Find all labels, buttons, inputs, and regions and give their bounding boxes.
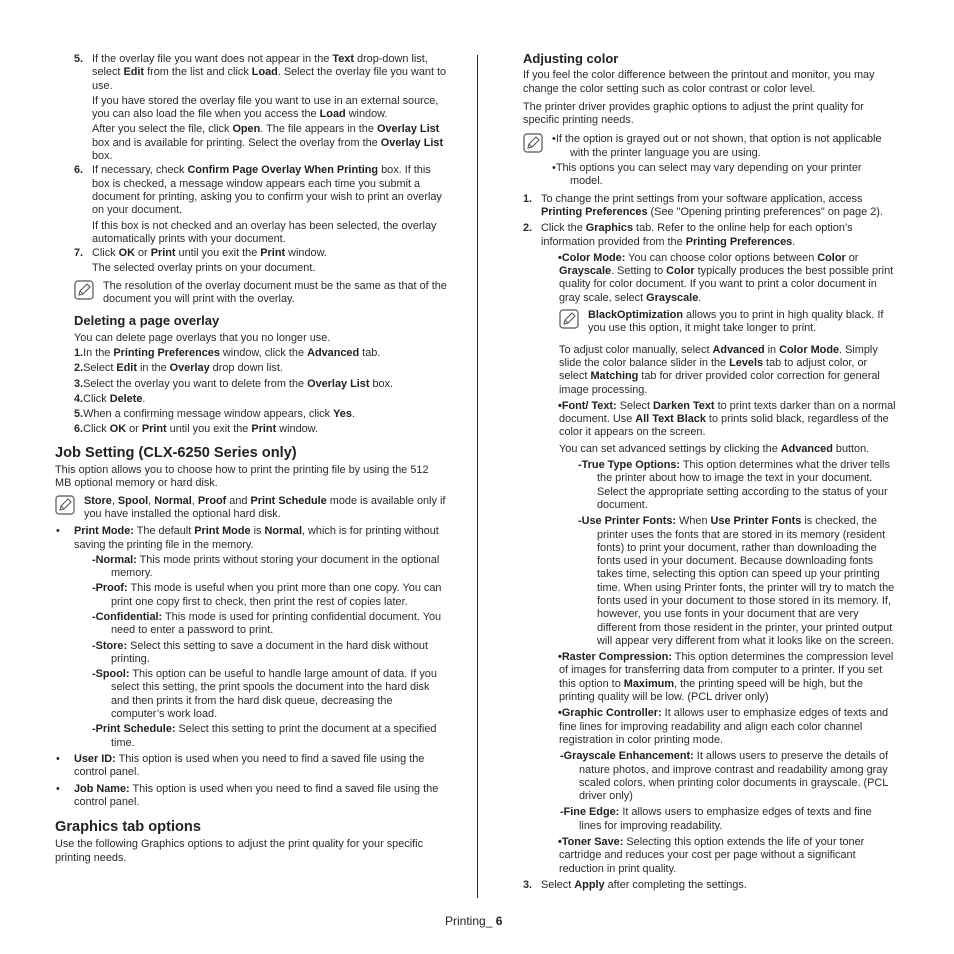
column-divider	[477, 55, 478, 898]
adjusting-color-heading: Adjusting color	[523, 51, 619, 66]
delete-step-4: 4.Click Delete.	[74, 392, 146, 405]
fine-edge: -Fine Edge: It allows users to emphasize edges of texts and fine lines for improving readability.	[560, 806, 872, 832]
advanced-settings-text: You can set advanced settings by clicking the Advanced button.	[559, 442, 870, 455]
note-black-optimization: BlackOptimization allows you to print in high quality black. If you use this option, it might take longer to print.	[559, 309, 897, 336]
job-setting-intro: This option allows you to choose how to print the printing file by using the 512 MB optional memory or hard disk.	[55, 464, 429, 490]
note-overlay-resolution: The resolution of the overlay document must be the same as that of the document you will print with the overlay.	[74, 280, 447, 307]
print-mode-item: • Print Mode: The default Print Mode is Normal, which is for printing without saving the printing file in the memory.	[56, 525, 439, 551]
raster-compression-item: •Raster Compression: This option determines the compression level of images for transferring data from computer to a printer. If you set this option to Maximum, the printing speed will be high, but the printing quality will be low. (PCL driver only)	[558, 651, 894, 704]
deleting-heading: Deleting a page overlay	[74, 313, 220, 329]
user-id-item: • User ID: This option is used when you need to find a saved file using the control panel.	[56, 752, 425, 779]
note-pencil-icon	[523, 133, 543, 153]
grayscale-enhancement: -Grayscale Enhancement: It allows users to preserve the details of nature photos, and improve contrast and readability among gray scaled colors, when printing color documents in grayscale. (PCL driver only)	[560, 750, 889, 803]
page-number: 6	[492, 914, 503, 928]
step-6: 6. If necessary, check Confirm Page Overlay When Printing box. If this box is checked, a message window appears each time you submit a document for printing, asking you to confirm your wish to print an overlay on your document. If this box is not checked and an overlay has been selected, the overlay automatically prints with your document.	[74, 164, 442, 245]
delete-step-2: 2.Select Edit in the Overlay drop down list.	[74, 362, 283, 375]
adjusting-color-intro2: The printer driver provides graphic options to adjust the print quality for specific printing needs.	[523, 100, 864, 127]
note-pencil-icon	[559, 309, 579, 329]
true-type-options: -True Type Options: This option determines what the driver tells the printer about how to image the text in your document. Select the appropriate setting according to the status of your document.	[578, 459, 890, 511]
mode-spool: -Spool: This option can be useful to handle large amount of data. If you select this setting, the print spools the document into the hard disk and then prints it from the hard disk queue, decreasing the computer’s work load.	[92, 668, 437, 721]
mode-proof: -Proof: This mode is useful when you print more than one copy. You can print one copy first to check, then print the rest of copies later.	[92, 582, 442, 608]
step-7: 7. Click OK or Print until you exit the Print window. The selected overlay prints on your document.	[74, 247, 327, 275]
color-step-3: 3. Select Apply after completing the settings.	[523, 878, 747, 891]
deleting-intro: You can delete page overlays that you no longer use.	[74, 331, 331, 344]
color-mode-item: •Color Mode: You can choose color options between Color or Grayscale. Setting to Color typically produces the best possible print quality for color document. If you want to print a color document in gray scale, select Grayscale.	[558, 251, 894, 304]
mode-print-schedule: -Print Schedule: Select this setting to print the document at a specified time.	[92, 723, 437, 749]
toner-save-item: •Toner Save: Selecting this option extends the life of your toner cartridge and reduces your cost per page without a significant reduction in print quality.	[558, 836, 865, 875]
note-pencil-icon	[74, 280, 94, 300]
adjusting-color-intro1: If you feel the color difference between the printout and monitor, you may change the color setting such as color contrast or color level.	[523, 69, 875, 95]
job-name-item: • Job Name: This option is used when you need to find a saved file using the control panel.	[56, 782, 439, 808]
note-hard-disk: Store, Spool, Normal, Proof and Print Schedule mode is available only if you have installed the optional hard disk.	[55, 495, 447, 522]
mode-store: -Store: Select this setting to save a document in the hard disk without printing.	[92, 639, 428, 665]
color-step-1: 1. To change the print settings from your software application, access Printing Preferences (See "Opening printing preferences" on page 2).	[523, 192, 883, 218]
graphics-heading: Graphics tab options	[55, 819, 201, 836]
mode-normal: -Normal: This mode prints without storing your document in the optional memory.	[92, 553, 440, 580]
note-pencil-icon	[55, 495, 75, 515]
delete-step-3: 3.Select the overlay you want to delete from the Overlay List box.	[74, 377, 394, 390]
page-footer	[445, 915, 502, 928]
step-5: 5. If the overlay file you want does not appear in the Text drop-down list, select Edit from the list and click Load. Select the overlay file you want to use. If you have stored the overlay file you want to use in an external source, you can also load the file when you access the Load window. After you select the file, click Open. The file appears in the Overlay List box and is available for printing. Select the overlay from the Overlay List box.	[74, 53, 447, 163]
manual-color-text: To adjust color manually, select Advanced in Color Mode. Simply slide the color balance slider in the Levels tab to adjust color, or select Matching tab for driver provided color correction for general image processing.	[559, 343, 880, 396]
use-printer-fonts: -Use Printer Fonts: When Use Printer Fonts is checked, the printer uses the fonts that are stored in its memory (resident fonts) to print your document, rather than downloading the fonts used in your document. Because downloading fonts takes time, selecting this option can speed up your printing time. When using Printer fonts, the printer will try to match the fonts used in your document to those stored in its memory. If, however, you use fonts in your document that are very different from those resident in the printer, your printed output will appear very different from what it looks like on the screen.	[578, 515, 895, 647]
left-column	[55, 52, 447, 865]
mode-confidential: -Confidential: This mode is used for printing confidential document. You need to enter a password to print.	[92, 610, 442, 637]
job-setting-heading: Job Setting (CLX-6250 Series only)	[55, 444, 297, 461]
graphics-intro: Use the following Graphics options to adjust the print quality for your specific printing needs.	[55, 838, 424, 864]
color-step-2: 2. Click the Graphics tab. Refer to the online help for each option’s information provided from the Printing Preferences.	[523, 222, 853, 248]
delete-step-5: 5.When a confirming message window appears, click Yes.	[74, 408, 355, 421]
note-grayed-out: •If the option is grayed out or not shown, that option is not applicable with the printer language you are using. •This options you can select may vary depending on your printer model.	[523, 133, 897, 188]
footer-section: Printing_	[445, 914, 493, 928]
delete-step-6: 6.Click OK or Print until you exit the Print window.	[74, 423, 318, 436]
graphic-controller-item: •Graphic Controller: It allows user to emphasize edges of texts and fine lines for improving readability and align each color channel registration in color printing mode.	[558, 707, 889, 746]
delete-step-1: 1.In the Printing Preferences window, click the Advanced tab.	[74, 346, 381, 359]
right-column	[523, 52, 897, 892]
font-text-item: •Font/ Text: Select Darken Text to print texts darker than on a normal document. Use All Text Black to prints solid black, regardless of the color it appears on the screen.	[558, 399, 896, 439]
